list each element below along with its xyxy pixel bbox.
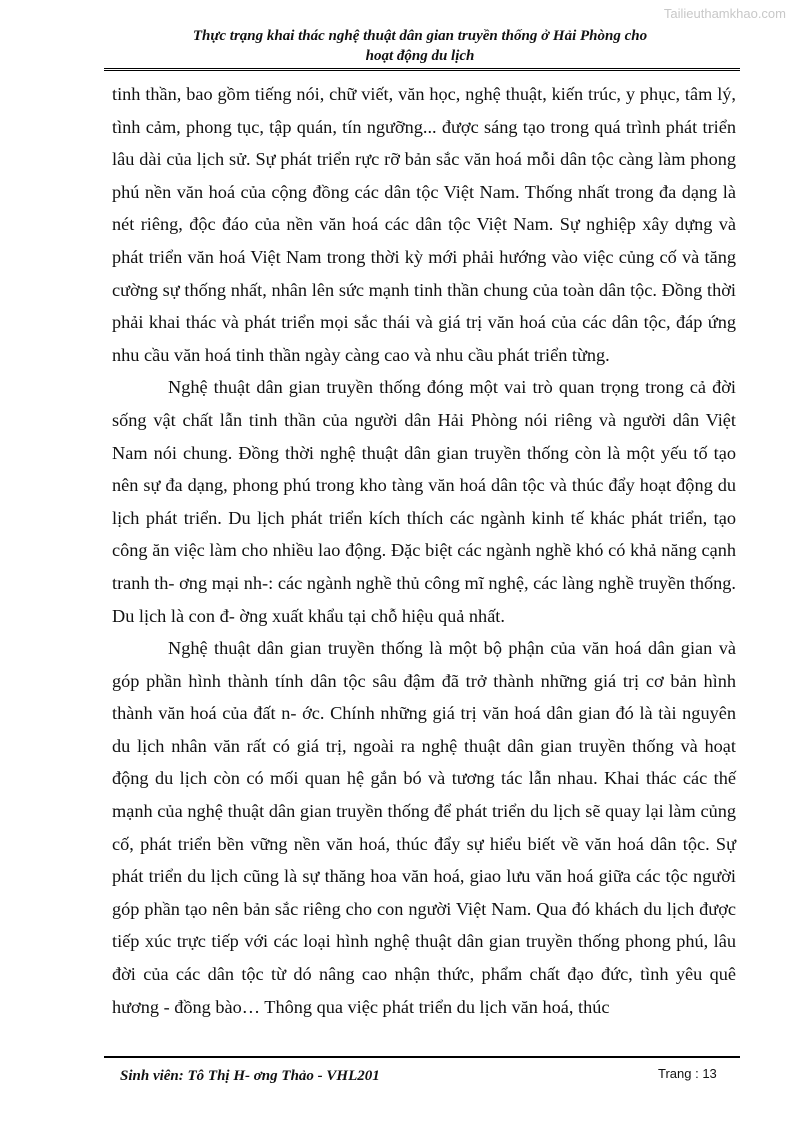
page-header <box>110 26 730 66</box>
paragraph-3: Nghệ thuật dân gian truyền thống là một bộ phận của văn hoá dân gian và góp phần hình thành tính dân tộc sâu đậm đã trở thành những giá trị cơ bản hình thành văn hoá của đất n- ớc. Chính những giá trị văn hoá dân gian đó là tài nguyên du lịch nhân văn rất có giá trị, ngoài ra nghệ thuật dân gian truyền thống và hoạt động du lịch còn có mối quan hệ gắn bó và tương tác lẫn nhau. Khai thác các thế mạnh của nghệ thuật dân gian truyền thống để phát triển du lịch sẽ quay lại làm củng cố, phát triển bền vững nền văn hoá, thúc đẩy sự hiểu biết về văn hoá dân tộc. Sự phát triển du lịch cũng là sự thăng hoa văn hoá, giao lưu văn hoá giữa các tộc người góp phần tạo nên bản sắc riêng cho con người Việt Nam. Qua đó khách du lịch được tiếp xúc trực tiếp với các loại hình nghệ thuật dân gian truyền thống phong phú, lâu đời của các dân tộc từ dó nâng cao nhận thức, phẩm chất đạo đức, tình yêu quê hương - đồng bào… Thông qua việc phát triển du lịch văn hoá, thúc <box>112 638 736 1017</box>
paragraph-1: tinh thần, bao gồm tiếng nói, chữ viết, văn học, nghệ thuật, kiến trúc, y phục, tâm lý, tình cảm, phong tục, tập quán, tín ngưỡng... được sáng tạo trong quá trình phát triển lâu dài của lịch sử. Sự phát triển rực rỡ bản sắc văn hoá mỗi dân tộc càng làm phong phú nền văn hoá của cộng đồng các dân tộc Việt Nam. Thống nhất trong đa dạng là nét riêng, độc đáo của nền văn hoá các dân tộc Việt Nam. Sự nghiệp xây dựng và phát triển văn hoá Việt Nam trong thời kỳ mới phải hướng vào việc củng cố và tăng cường sự thống nhất, nhân lên sức mạnh tinh thần chung của toàn dân tộc. Đồng thời phải khai thác và phát triển mọi sắc thái và giá trị văn hoá của các dân tộc, đáp ứng nhu cầu văn hoá tinh thần ngày càng cao và nhu cầu phát triển từng. <box>112 84 736 365</box>
watermark-text: Tailieuthamkhao.com <box>663 6 786 21</box>
document-body <box>112 78 736 1023</box>
header-divider <box>104 68 740 71</box>
page-number: Trang : 13 <box>658 1066 717 1081</box>
paragraph-2: Nghệ thuật dân gian truyền thống đóng một vai trò quan trọng trong cả đời sống vật chất lẫn tinh thần của người dân Hải Phòng nói riêng và người dân Việt Nam nói chung. Đồng thời nghệ thuật dân gian truyền thống còn là một yếu tố tạo nên sự đa dạng, phong phú trong kho tàng văn hoá dân tộc và thúc đẩy hoạt động du lịch phát triển. Du lịch phát triển kích thích các ngành kinh tế khác phát triển, tạo công ăn việc làm cho nhiều lao động. Đặc biệt các ngành nghề khó có khả năng cạnh tranh th- ơng mại nh-: các ngành nghề thủ công mĩ nghệ, các làng nghề truyền thống. Du lịch là con đ- ờng xuất khẩu tại chỗ hiệu quả nhất. <box>112 377 736 626</box>
header-title-line-1: Thực trạng khai thác nghệ thuật dân gian truyền thống ở Hải Phòng cho <box>192 28 648 44</box>
footer-divider <box>104 1056 740 1058</box>
header-title-line-2: hoạt động du lịch <box>365 48 475 64</box>
footer-author: Sinh viên: Tô Thị H- ơng Thảo - VHL201 <box>120 1068 380 1084</box>
